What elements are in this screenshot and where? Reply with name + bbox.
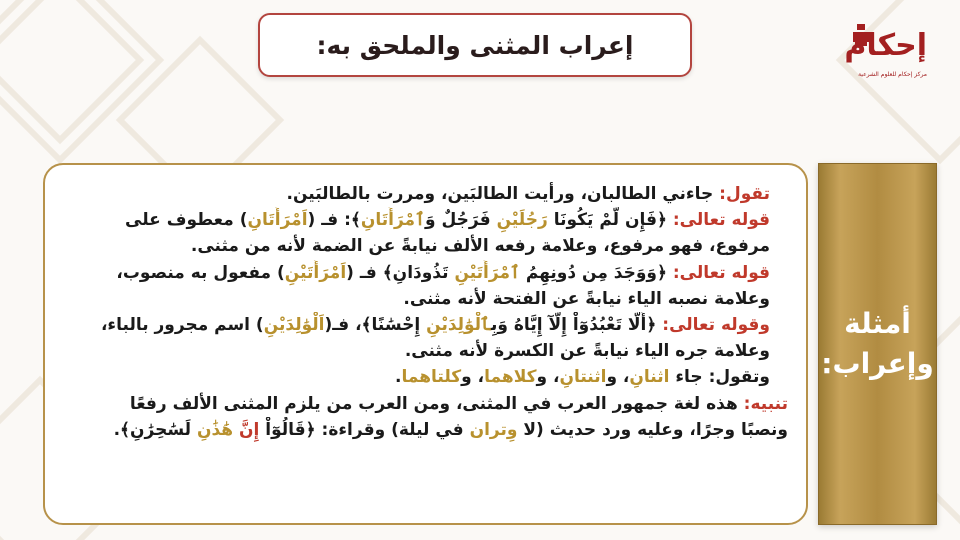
text-segment: ﴿وَوَجَدَ مِن دُونِهِمُ xyxy=(519,262,667,283)
bullet-line xyxy=(65,260,770,286)
logo-tagline: مركز إحكام للعلوم الشرعية xyxy=(858,71,927,78)
highlight-gold: اثنانِ xyxy=(629,367,670,388)
text-segment: هذه لغة جمهور العرب في المثنى، ومن العرب من يلزم المثنى الألف رفعًا xyxy=(129,393,738,414)
highlight-red: تقول: xyxy=(713,184,770,204)
continuation-line xyxy=(65,233,770,259)
bullet-line xyxy=(65,312,770,338)
text-segment: وتقول: جاء xyxy=(669,367,770,388)
continuation-line xyxy=(65,286,770,312)
side-label-line-2: وإعراب: xyxy=(821,347,934,380)
highlight-gold: اَمْرَأَتَيْنِ xyxy=(284,262,347,283)
text-segment: فَرَجُلٌ وَ xyxy=(425,210,497,231)
text-segment: ) معطوف على xyxy=(125,210,248,231)
continuation-line xyxy=(65,391,788,417)
text-segment: ﴿أَلَّا تَعْبُدُوٓاْ إِلَّآ إِيَّاهُ وَبِ xyxy=(491,314,657,335)
bullet-line xyxy=(65,181,770,207)
logo-word: إحكام xyxy=(844,28,927,63)
examples-list xyxy=(65,181,788,443)
highlight-gold: هَٰذَٰنِ xyxy=(196,419,234,440)
highlight-gold: اَمْرَأَتَانِ xyxy=(247,210,308,231)
text-segment: . xyxy=(394,367,402,388)
text-segment: ونصبًا وجرًا، وعليه ورد حديث (لا xyxy=(517,419,788,440)
text-segment: لَسَٰحِرَٰنِ﴾. xyxy=(113,419,197,440)
text-segment: مرفوع، فهو مرفوع، وعلامة رفعه الألف نيابةً عن الضمة لأنه من مثنى. xyxy=(190,236,770,257)
continuation-line xyxy=(65,338,770,364)
highlight-gold: رَجُلَيْنِ xyxy=(496,210,548,231)
text-segment: ﴾: فـ ( xyxy=(307,210,361,231)
highlight-gold: ٱلْوَٰلِدَيْنِ xyxy=(426,314,492,335)
text-segment: ، و xyxy=(461,367,485,388)
text-segment: جاءني الطالبان، ورأيت الطالبَين، ومررت بالطالبَين. xyxy=(286,184,714,204)
text-segment: وعلامة نصبه الياء نيابةً عن الفتحة لأنه مثنى. xyxy=(403,288,770,309)
side-panel xyxy=(818,163,937,525)
bullet-line xyxy=(65,207,770,233)
bullet-line xyxy=(65,364,770,390)
text-segment: تَذُودَانِ﴾ فـ ( xyxy=(346,262,455,283)
highlight-gold: ٱمْرَأَتَانِ xyxy=(360,210,426,231)
content-box xyxy=(43,163,808,525)
highlight-red: تنبيه: xyxy=(737,393,788,414)
highlight-red: قوله تعالى: xyxy=(666,210,770,231)
side-label-line-1: أمثلة xyxy=(844,307,911,340)
text-segment: إِحْسَٰنًا﴾، فـ( xyxy=(324,314,427,335)
highlight-gold: وِتران xyxy=(469,419,518,440)
text-segment: ) مفعول به منصوب، xyxy=(116,262,285,283)
text-segment: ﴿فَإِن لَّمْ يَكُونَا xyxy=(547,210,667,231)
text-segment: في ليلة) وقراءة: ﴿قَالُوٓاْ xyxy=(259,419,470,440)
highlight-red: وقوله تعالى: xyxy=(656,314,770,335)
highlight-gold: كلاهما xyxy=(484,367,537,388)
text-segment: ) اسم مجرور بالباء، xyxy=(100,314,264,335)
text-segment: وعلامة جره الياء نيابةً عن الكسرة لأنه مثنى. xyxy=(404,341,770,362)
highlight-gold: اَلْوَٰلِدَيْنِ xyxy=(263,314,325,335)
title-box xyxy=(258,13,692,77)
text-segment: ، و xyxy=(536,367,560,388)
logo xyxy=(845,22,945,102)
highlight-gold: اثنتانِ xyxy=(559,367,607,388)
highlight-red: قوله تعالى: xyxy=(666,262,770,283)
highlight-red: إِنَّ xyxy=(239,419,260,440)
highlight-gold: ٱمْرَأَتَيْنِ xyxy=(454,262,520,283)
continuation-line xyxy=(65,417,788,443)
page-title: إعراب المثنى والملحق به: xyxy=(316,30,634,60)
text-segment: ، و xyxy=(606,367,630,388)
highlight-gold: كلتاهما xyxy=(401,367,462,388)
